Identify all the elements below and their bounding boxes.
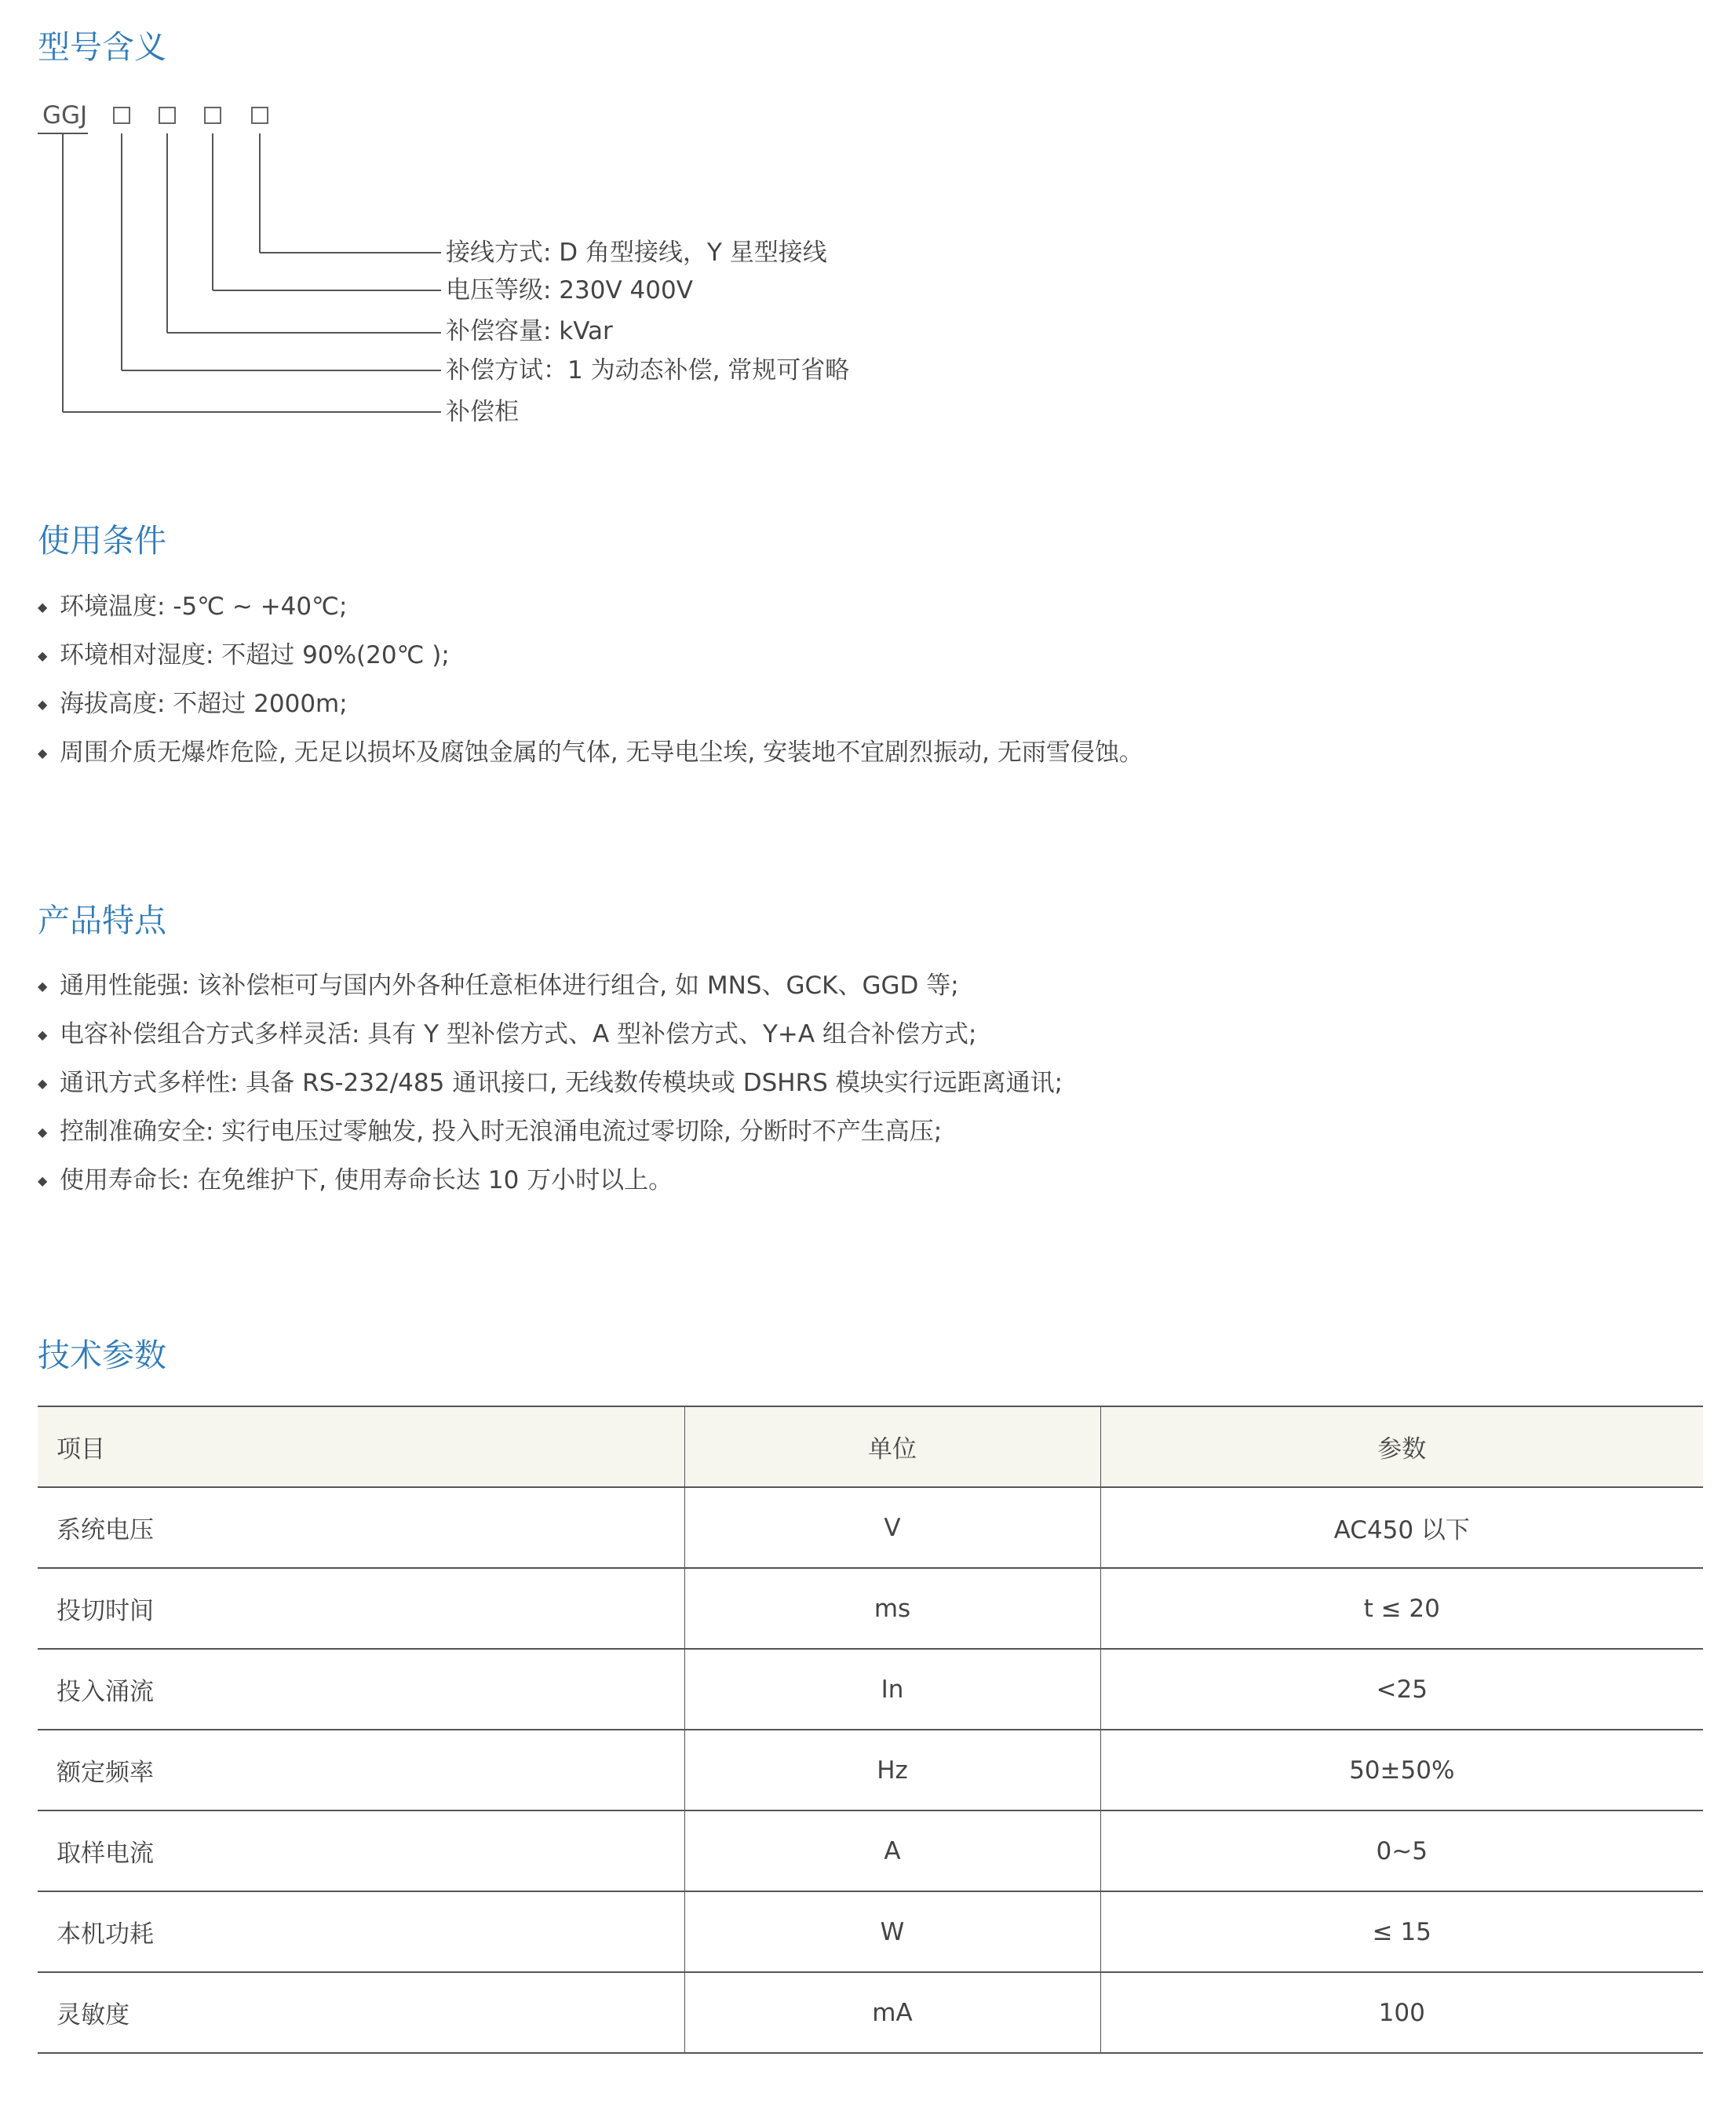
model-code-diagram [38, 100, 979, 438]
label-wiring: 接线方式: D 角型接线，Y 星型接线 [446, 239, 827, 267]
cell-item: 额定频率 [38, 1730, 684, 1810]
conditions-section-title: 使用条件 [38, 522, 166, 560]
spec-table [38, 1406, 1703, 2054]
list-item: ◆ 控制准确安全: 实行电压过零触发, 投入时无浪涌电流过零切除, 分断时不产生高压; [38, 1107, 1063, 1156]
cell-unit: ms [684, 1568, 1100, 1649]
features-list [38, 961, 1063, 1205]
header-item: 项目 [38, 1406, 684, 1487]
cell-item: 取样电流 [38, 1810, 684, 1891]
cell-param: 100 [1100, 1972, 1703, 2053]
table-row [38, 1891, 1703, 1972]
table-row [38, 1568, 1703, 1649]
list-item: ◆ 环境温度: -5℃ ~ +40℃; [38, 582, 1143, 631]
list-item: ◆ 通用性能强: 该补偿柜可与国内外各种任意柜体进行组合, 如 MNS、GCK、GGD 等; [38, 961, 1063, 1010]
cell-unit: A [684, 1810, 1100, 1891]
label-cabinet: 补偿柜 [446, 398, 519, 426]
list-item: ◆ 使用寿命长: 在免维护下, 使用寿命长达 10 万小时以上。 [38, 1156, 1063, 1205]
cell-unit: W [684, 1891, 1100, 1972]
header-param: 参数 [1100, 1406, 1703, 1487]
list-item: ◆ 环境相对湿度: 不超过 90%(20℃ ); [38, 631, 1143, 680]
list-item: ◆ 电容补偿组合方式多样灵活: 具有 Y 型补偿方式、A 型补偿方式、Y+A 组合补偿方式; [38, 1010, 1063, 1059]
cell-param: AC450 以下 [1100, 1487, 1703, 1568]
cell-item: 系统电压 [38, 1487, 684, 1568]
cell-param: <25 [1100, 1649, 1703, 1730]
table-row [38, 1487, 1703, 1568]
cell-param: 50±50% [1100, 1730, 1703, 1810]
label-mode: 补偿方试：1 为动态补偿, 常规可省略 [446, 356, 850, 385]
header-unit: 单位 [684, 1406, 1100, 1487]
table-row [38, 1649, 1703, 1730]
cell-unit: V [684, 1487, 1100, 1568]
model-code: GGJ [42, 101, 88, 129]
model-section-title: 型号含义 [38, 28, 166, 66]
cell-item: 本机功耗 [38, 1891, 684, 1972]
cell-item: 投切时间 [38, 1568, 684, 1649]
cell-unit: Hz [684, 1730, 1100, 1810]
conditions-list [38, 582, 1143, 777]
cell-unit: In [684, 1649, 1100, 1730]
table-header-row [38, 1406, 1703, 1487]
list-item: ◆ 海拔高度: 不超过 2000m; [38, 680, 1143, 728]
label-voltage: 电压等级: 230V 400V [446, 276, 693, 304]
features-section-title: 产品特点 [38, 902, 166, 939]
cell-param: t ≤ 20 [1100, 1568, 1703, 1649]
cell-param: 0~5 [1100, 1810, 1703, 1891]
table-row [38, 1810, 1703, 1891]
cell-item: 灵敏度 [38, 1972, 684, 2053]
cell-param: ≤ 15 [1100, 1891, 1703, 1972]
cell-item: 投入涌流 [38, 1649, 684, 1730]
specs-section-title: 技术参数 [38, 1336, 166, 1374]
table-row [38, 1972, 1703, 2053]
table-row [38, 1730, 1703, 1810]
list-item: ◆ 通讯方式多样性: 具备 RS-232/485 通讯接口, 无线数传模块或 DSHRS 模块实行远距离通讯; [38, 1059, 1063, 1107]
list-item: ◆ 周围介质无爆炸危险, 无足以损坏及腐蚀金属的气体, 无导电尘埃, 安装地不宜剧烈振动, 无雨雪侵蚀。 [38, 728, 1143, 777]
cell-unit: mA [684, 1972, 1100, 2053]
model-tree-lines [38, 100, 979, 438]
label-capacity: 补偿容量: kVar [446, 317, 613, 345]
